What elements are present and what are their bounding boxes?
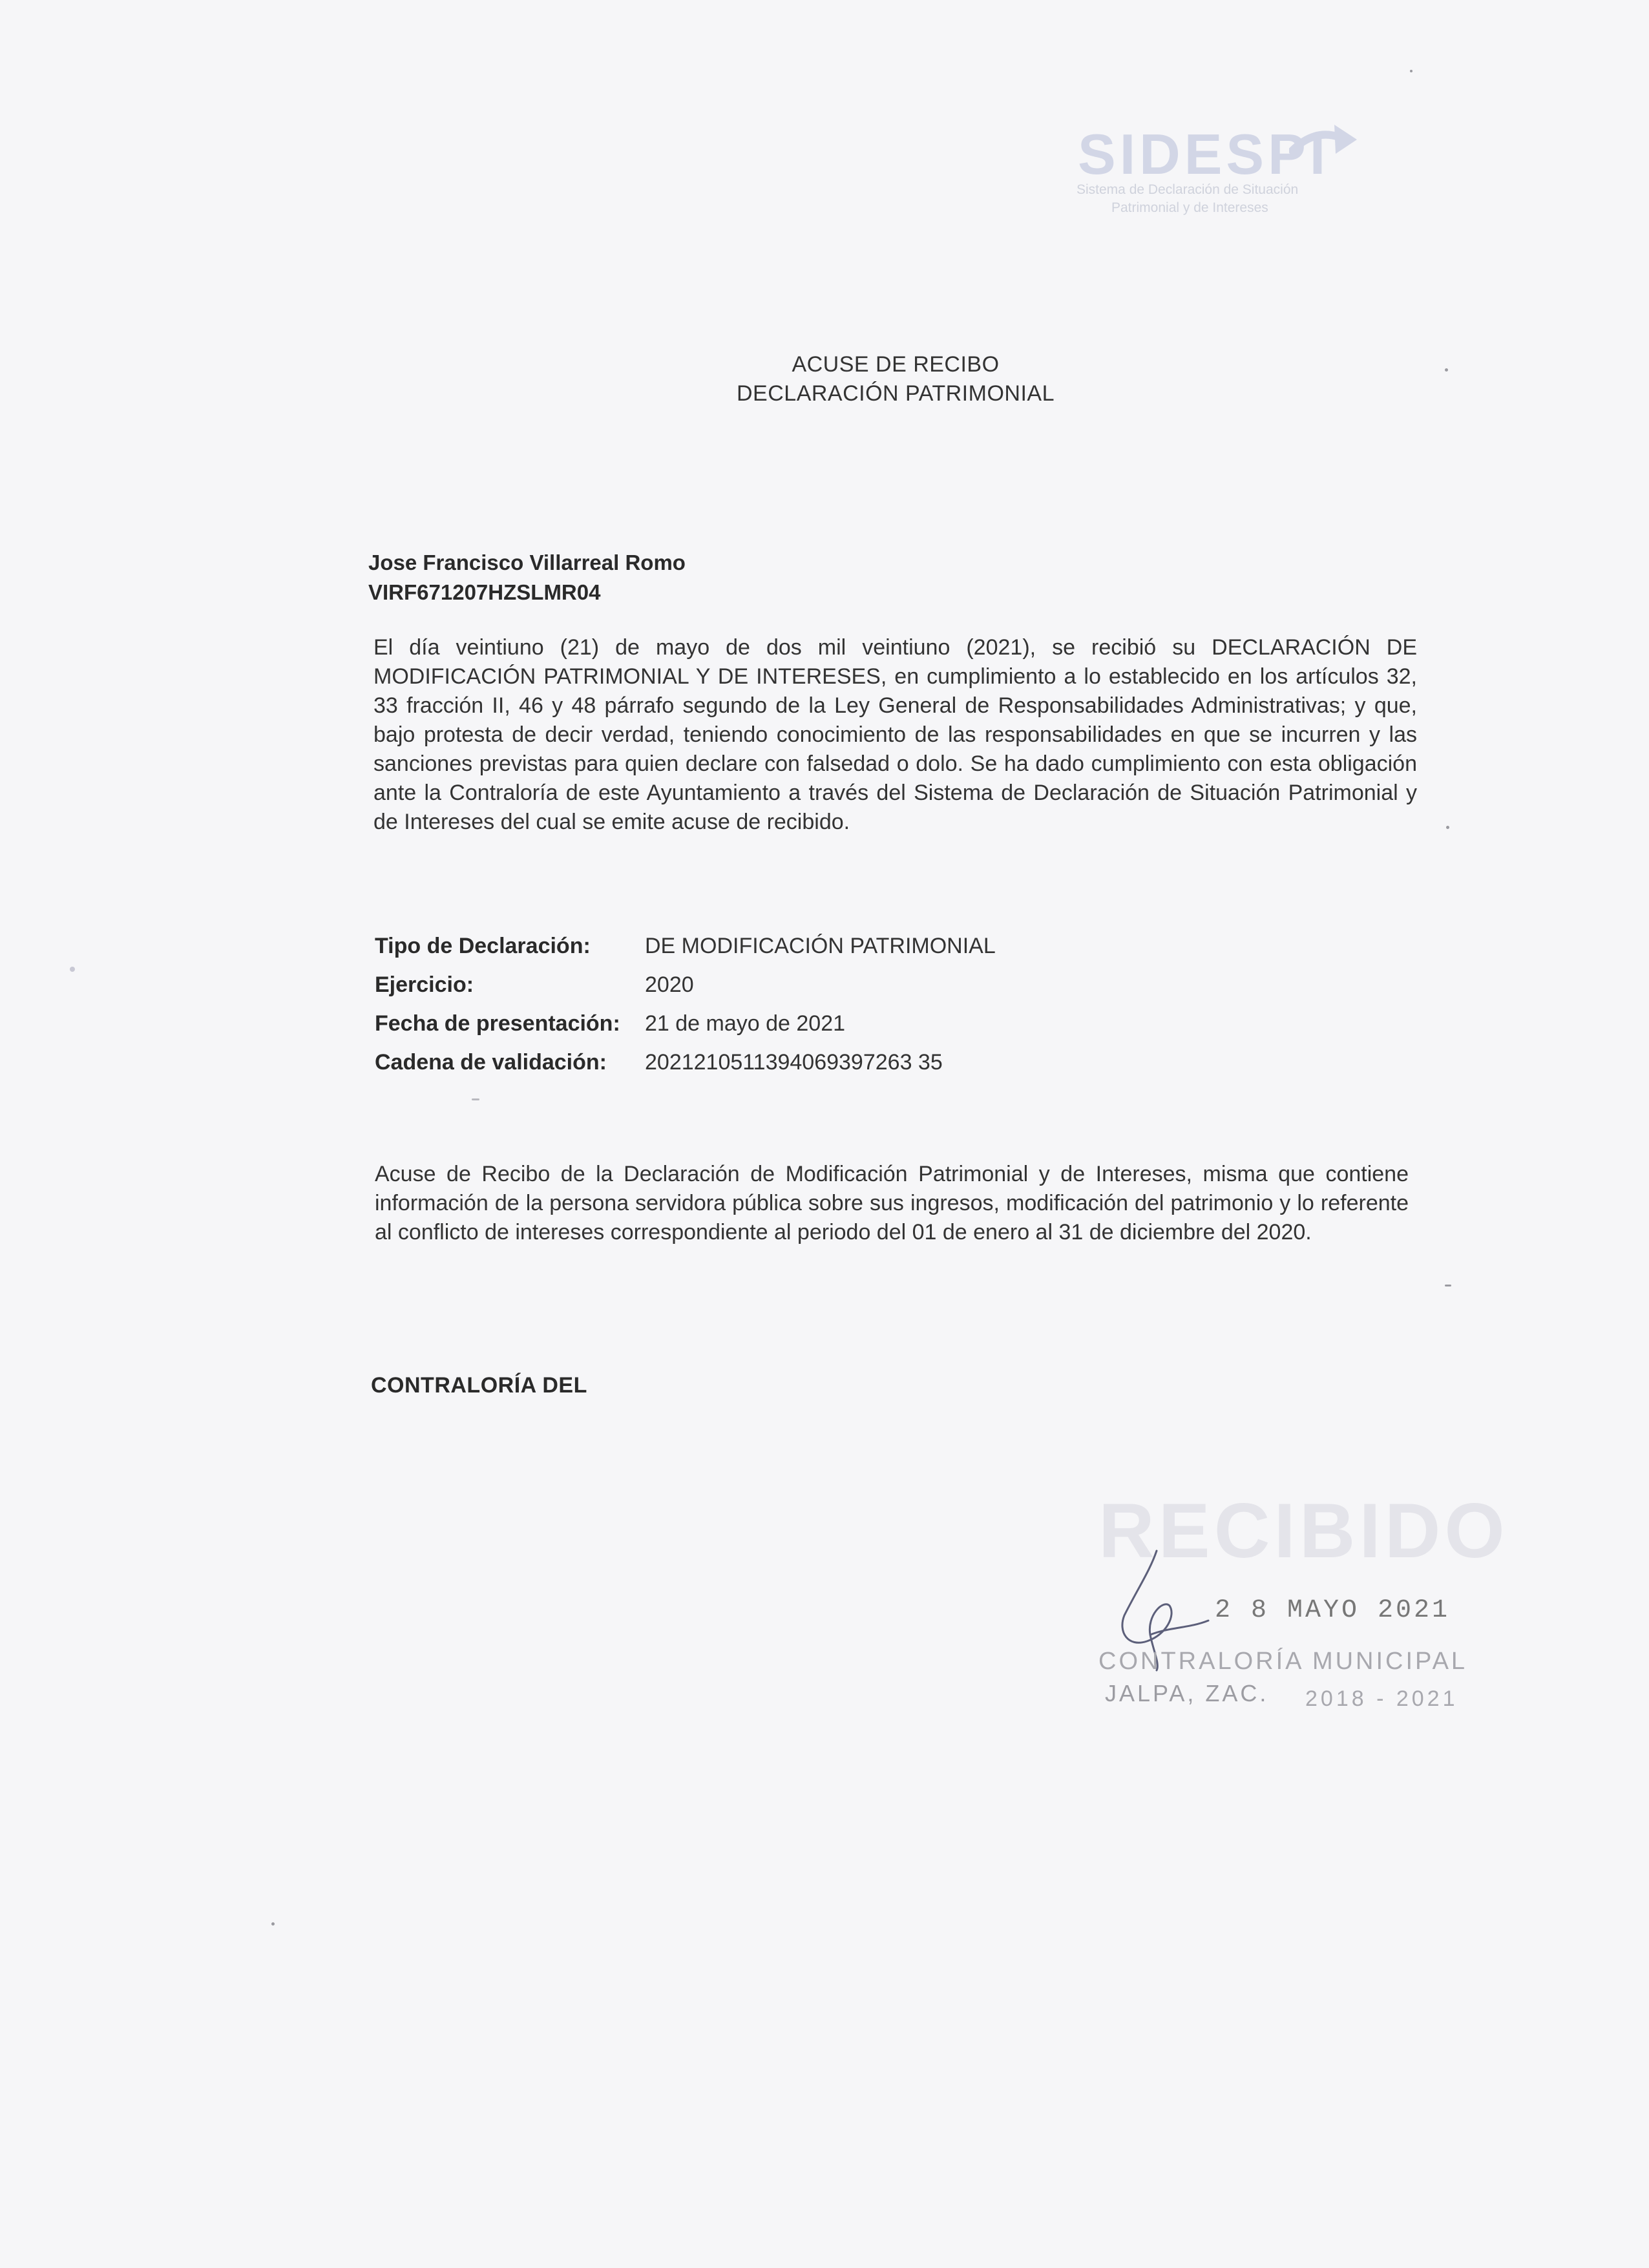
summary-paragraph: Acuse de Recibo de la Declaración de Modificación Patrimonial y de Intereses, misma que contiene información de la persona servidora pública sobre sus ingresos, modificación del patrimonio y lo referente al conflicto de intereses correspondiente al periodo del 01 de enero al 31 de diciembre del 2020. <box>375 1162 1409 1244</box>
document-title-line2: DECLARACIÓN PATRIMONIAL <box>737 381 1055 406</box>
logo-subtitle-line2: Patrimonial y de Intereses <box>1111 200 1268 215</box>
scan-speck <box>1410 70 1413 72</box>
stamp-years: 2018 - 2021 <box>1305 1686 1458 1711</box>
stamp-date: 2 8 MAYO 2021 <box>1215 1596 1451 1625</box>
scan-speck <box>1446 826 1449 829</box>
field-row-cadena <box>375 1050 996 1089</box>
logo-subtitle-line1: Sistema de Declaración de Situación <box>1077 182 1299 197</box>
scan-speck <box>472 1098 479 1100</box>
field-value: DE MODIFICACIÓN PATRIMONIAL <box>645 934 996 958</box>
arrow-icon <box>1289 115 1360 173</box>
document-title-line1: ACUSE DE RECIBO <box>792 352 1000 377</box>
declaration-fields <box>375 934 996 1089</box>
scan-speck <box>1445 368 1448 372</box>
field-label: Tipo de Declaración: <box>375 934 591 958</box>
field-label: Cadena de validación: <box>375 1050 607 1075</box>
declarant-rfc: VIRF671207HZSLMR04 <box>368 580 601 604</box>
logo-wordmark: SIDESPI <box>1078 122 1330 186</box>
issuer-label: CONTRALORÍA DEL <box>371 1373 587 1398</box>
stamp-city: JALPA, ZAC. <box>1105 1680 1269 1706</box>
receipt-paragraph: El día veintiuno (21) de mayo de dos mil veintiuno (2021), se recibió su DECLARACIÓN DE MODIFICACIÓN PATRIMONIAL Y DE INTERESES, en cumplimiento a lo establecido en los artículos 32, 33 fracción II, 46 y 48 párrafo segundo de la Ley General de Responsabilidades Administrativas; y que, bajo protesta de decir verdad, teniendo conocimiento de las responsabilidades en que se incurren y las sanciones previstas para quien declare con falsedad o dolo. Se ha dado cumplimiento con esta obligación ante la Contraloría de este Ayuntamiento a través del Sistema de Declaración de Situación Patrimonial y de Intereses del cual se emite acuse de recibido. <box>373 635 1417 834</box>
field-value: 21 de mayo de 2021 <box>645 1011 846 1036</box>
sidespi-logo <box>1073 110 1363 233</box>
stamp-office: CONTRALORÍA MUNICIPAL <box>1098 1648 1468 1675</box>
scan-speck <box>70 967 75 972</box>
field-row-tipo <box>375 934 996 972</box>
field-value: 2021210511394069397263 35 <box>645 1050 943 1075</box>
field-label: Ejercicio: <box>375 972 474 997</box>
field-row-fecha <box>375 1011 996 1050</box>
received-stamp <box>1092 1486 1509 1732</box>
scan-speck <box>271 1922 275 1926</box>
field-label: Fecha de presentación: <box>375 1011 620 1036</box>
field-value: 2020 <box>645 972 694 997</box>
stamp-word: RECIBIDO <box>1098 1487 1509 1574</box>
declarant-name: Jose Francisco Villarreal Romo <box>368 551 686 574</box>
scan-speck <box>1445 1285 1451 1286</box>
field-row-ejercicio <box>375 972 996 1011</box>
